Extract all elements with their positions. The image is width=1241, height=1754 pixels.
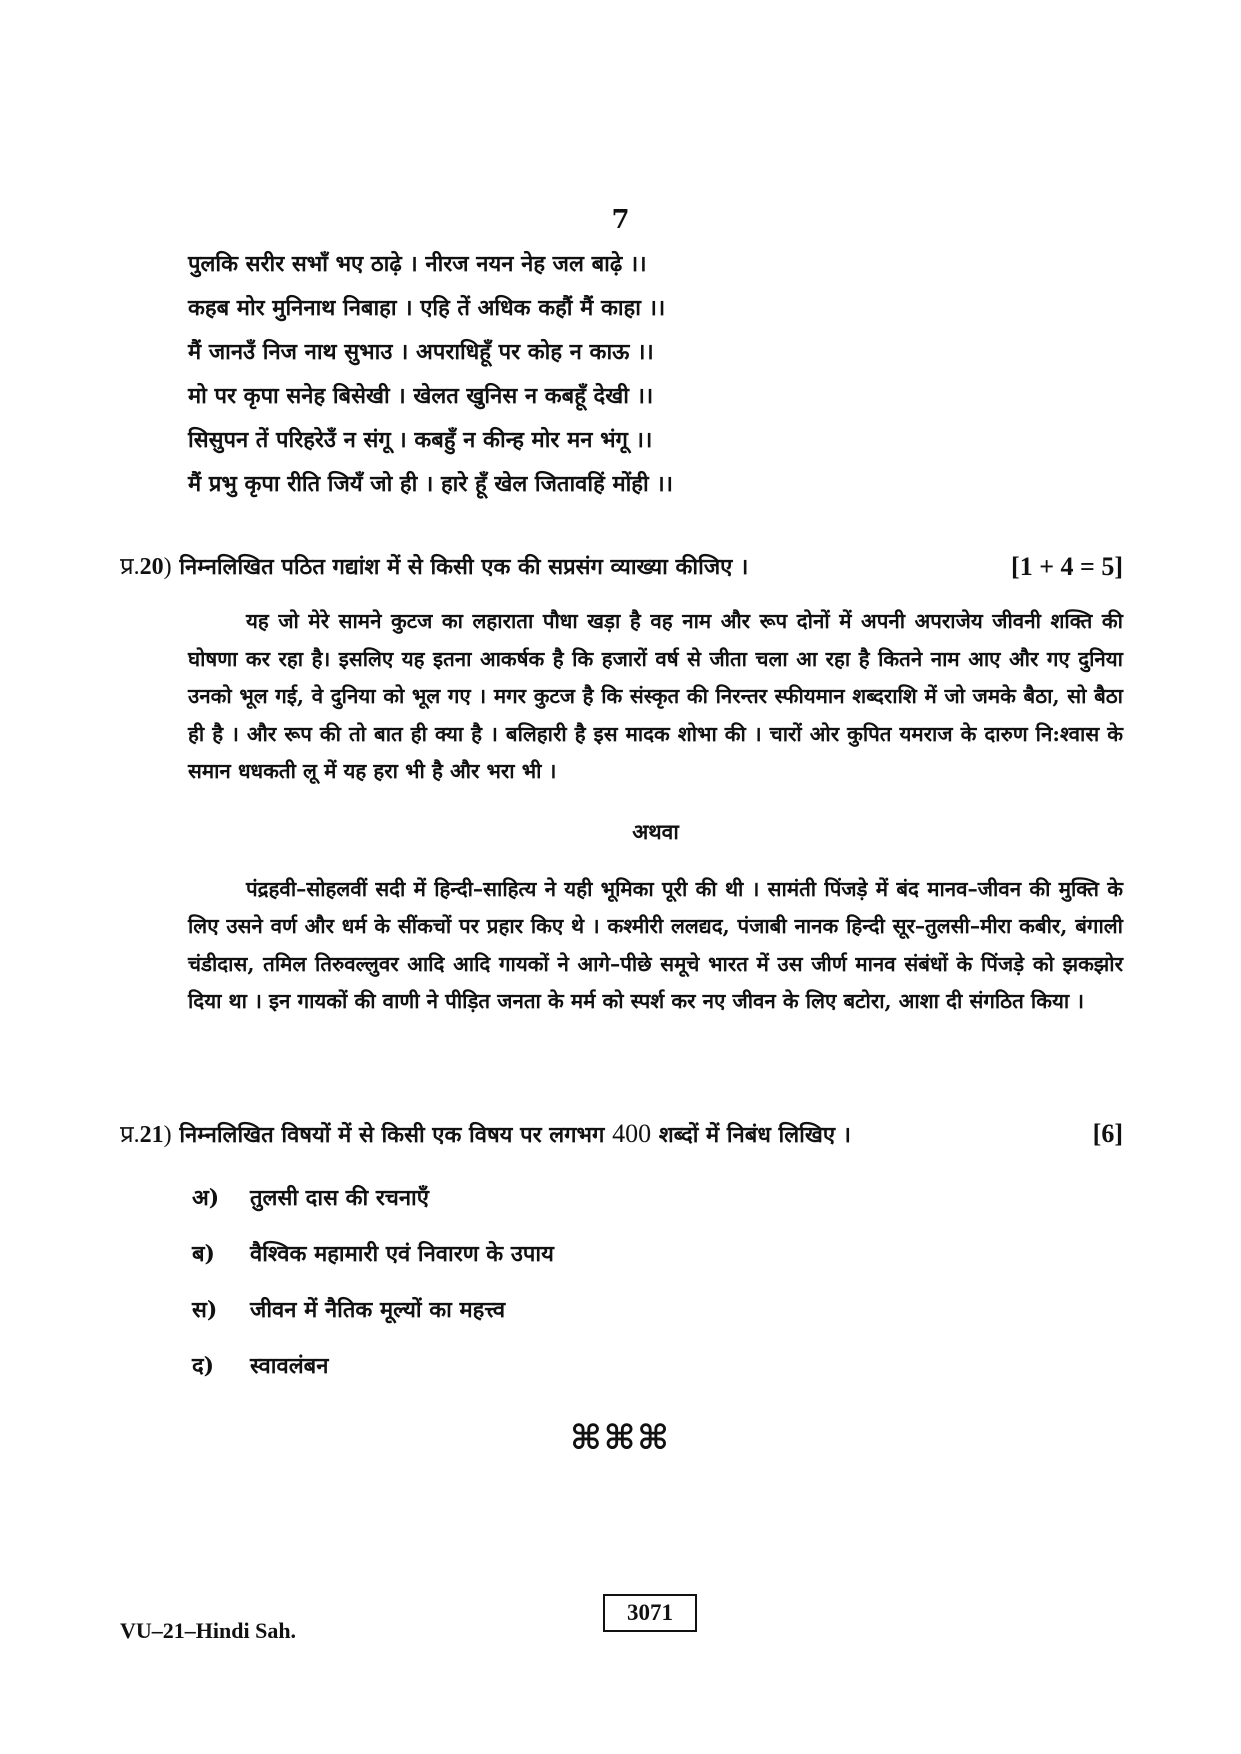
- option-letter: अ): [192, 1185, 220, 1211]
- option-item: [192, 1232, 554, 1288]
- option-letter: स): [192, 1297, 218, 1323]
- page-number: 7: [611, 205, 630, 235]
- verse-line: सिसुपन तें परिहरेउँ न संगू । कबहुँ न कीन्ह मोर मन भंगू ।।: [188, 427, 653, 453]
- end-of-paper-mark: ⌘⌘⌘: [570, 1418, 671, 1458]
- option-text: स्वावलंबन: [250, 1353, 329, 1379]
- option-item: [192, 1288, 554, 1344]
- verse-line: मैं प्रभु कृपा रीति जियँ जो ही । हारे हूँ खेल जितावहिं मोंही ।।: [188, 471, 674, 497]
- verse-line: कहब मोर मुनिनाथ निबाहा । एहि तें अधिक कहौं मैं काहा ।।: [188, 295, 666, 321]
- option-text: वैश्विक महामारी एवं निवारण के उपाय: [250, 1241, 554, 1267]
- option-text: तुलसी दास की रचनाएँ: [250, 1185, 429, 1211]
- option-item: [192, 1176, 554, 1232]
- verse-line: मैं जानउँ निज नाथ सुभाउ । अपराधिहूँ पर कोह न काऊ ।।: [188, 339, 654, 365]
- question-21-number: प्र.21): [120, 1122, 172, 1148]
- passage-2: पंद्रहवी–सोहलवीं सदी में हिन्दी–साहित्य ने यही भूमिका पूरी की थी । सामंती पिंजड़े में बंद मानव–जीवन की मुक्ति के लिए उसने वर्ण और धर्म के सींकचों पर प्रहार किए थे । कश्मीरी ललद्यद, पंजाबी नानक हिन्दी सूर–तुलसी–मीरा कबीर, बंगाली चंडीदास, तमिल तिरुवल्लुवर आदि आदि गायकों ने आगे–पीछे समूचे भारत में उस जीर्ण मानव संबंधों के पिंजड़े को झकझोर दिया था । इन गायकों की वाणी ने पीड़ित जनता के मर्म को स्पर्श कर नए जीवन के लिए बटोरा, आशा दी संगठित किया ।: [188, 876, 1123, 1013]
- passage-1: यह जो मेरे सामने कुटज का लहाराता पौधा खड़ा है वह नाम और रूप दोनों में अपनी अपराजेय जीवनी शक्ति की घोषणा कर रहा है। इसलिए यह इतना आकर्षक है कि हजारों वर्ष से जीता चला आ रहा है कितने नाम आए और गए दुनिया उनको भूल गई, वे दुनिया को भूल गए । मगर कुटज है कि संस्कृत की निरन्तर स्फीयमान शब्दराशि में जो जमके बैठा, सो बैठा ही है । और रूप की तो बात ही क्या है । बलिहारी है इस मादक शोभा की । चारों ओर कुपित यमराज के दारुण नि:श्वास के समान धधकती लू में यह हरा भी है और भरा भी ।: [188, 609, 1123, 783]
- question-21-heading: [120, 1114, 1123, 1154]
- option-letter: द): [192, 1353, 215, 1379]
- question-20-number: प्र.20): [120, 554, 172, 580]
- paper-code: VU–21–Hindi Sah.: [120, 1618, 297, 1643]
- essay-options: [192, 1176, 554, 1400]
- question-21-marks: [6]: [1092, 1119, 1123, 1148]
- option-letter: ब): [192, 1241, 215, 1267]
- option-item: [192, 1344, 554, 1400]
- question-20: [120, 547, 1123, 1021]
- word-count: 400: [612, 1119, 652, 1148]
- question-21-text: निम्नलिखित विषयों में से किसी एक विषय पर लगभग 400 शब्दों में निबंध लिखिए ।: [179, 1119, 851, 1148]
- paper-number-box: 3071: [603, 1594, 697, 1632]
- option-text: जीवन में नैतिक मूल्यों का महत्त्व: [250, 1297, 506, 1323]
- verse-block: [188, 242, 1088, 506]
- or-separator: अथवा: [632, 818, 679, 844]
- question-21: [120, 1114, 1123, 1154]
- verse-line: मो पर कृपा सनेह बिसेखी । खेलत खुनिस न कबहूँ देखी ।।: [188, 383, 654, 409]
- question-20-heading: [120, 547, 1123, 587]
- verse-line: पुलकि सरीर सभाँ भए ठाढ़े । नीरज नयन नेह जल बाढ़े ।।: [188, 251, 647, 277]
- question-20-marks: [1 + 4 = 5]: [1011, 552, 1123, 581]
- question-20-text: निम्नलिखित पठित गद्यांश में से किसी एक की सप्रसंग व्याख्या कीजिए ।: [179, 554, 749, 580]
